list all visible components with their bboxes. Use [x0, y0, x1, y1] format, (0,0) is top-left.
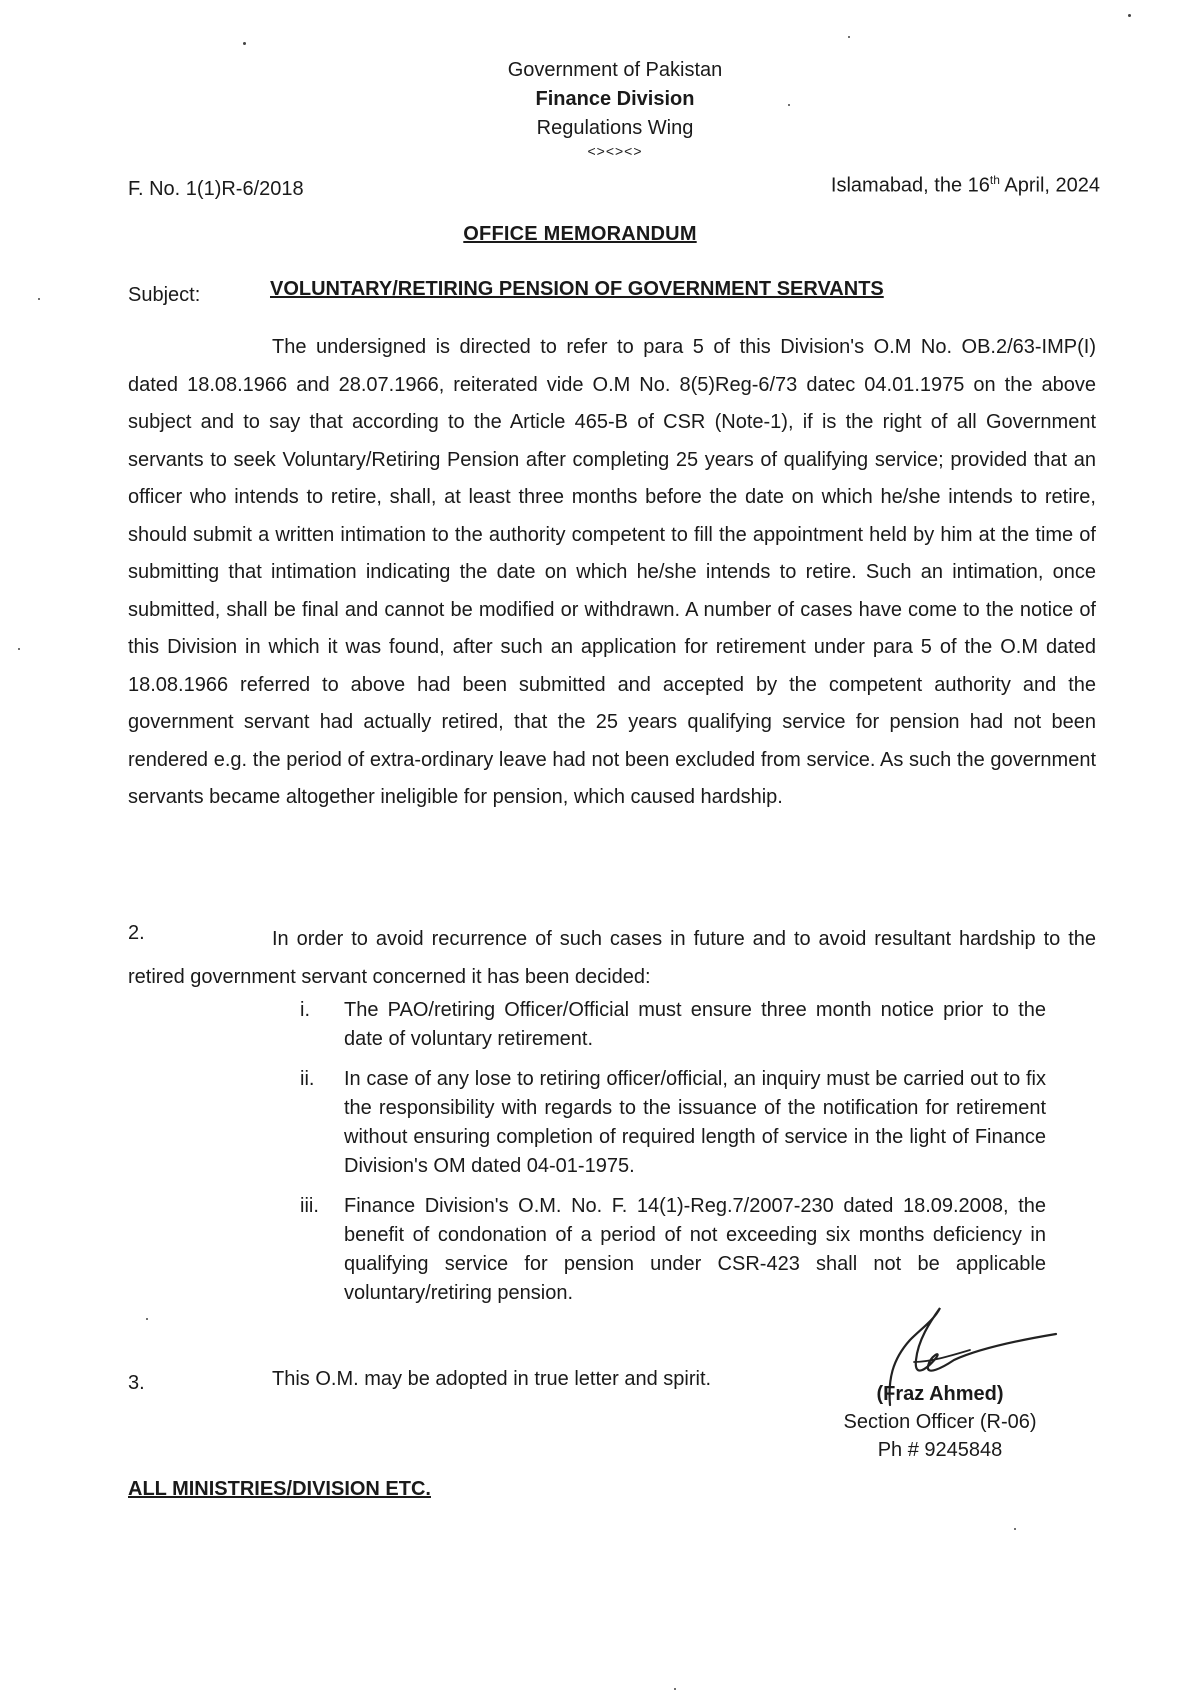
addressee: ALL MINISTRIES/DIVISION ETC. — [128, 1478, 431, 1500]
list-item — [300, 1192, 1046, 1308]
list-item — [300, 1065, 1046, 1181]
scan-speck — [146, 1318, 148, 1320]
scan-speck — [1014, 1528, 1016, 1530]
government-line: Government of Pakistan — [507, 59, 723, 81]
paragraph-3: This O.M. may be adopted in true letter and spirit. — [272, 1368, 712, 1390]
decision-list — [300, 996, 1046, 1319]
scan-speck — [788, 104, 790, 106]
paragraph-2-number: 2. — [128, 922, 145, 944]
paragraph-2: In order to avoid recurrence of such cases in future and to avoid resultant hardship to the retired government servant concerned it has been decided: — [128, 928, 1096, 988]
file-number: F. No. 1(1)R-6/2018 — [128, 178, 304, 200]
signatory-title: Section Officer (R-06) — [843, 1411, 1037, 1433]
scan-speck — [848, 36, 850, 38]
signatory-phone: Ph # 9245848 — [877, 1439, 1003, 1461]
list-item-number: ii. — [300, 1068, 315, 1090]
date-line — [831, 173, 1100, 198]
header-ornament: <><><> — [587, 143, 643, 159]
paragraph-1: The undersigned is directed to refer to para 5 of this Division's O.M No. OB.2/63-IMP(I) dated 18.08.1966 and 28.07.1966, reiterated vide O.M No. 8(5)Reg-6/73 datec 04.01.1975 on the above subject and to say that according to the Article 465-B of CSR (Note-1), if is the right of all Government servants to seek Voluntary/Retiring Pension after completing 25 years of qualifying service; provided that an officer who intends to retire, shall, at least three months before the date on which he/she intends to retire, should submit a written intimation to the authority competent to fill the appointment held by him at the time of submitting that intimation indicating the date on which he/she intends to retire. Such an intimation, once submitted, shall be final and cannot be modified or withdrawn. A number of cases have come to the notice of this Division in which it was found, after such an application for retirement under para 5 of the O.M dated 18.08.1966 referred to above had been submitted and accepted by the competent authority and the government servant had actually retired, that the 25 years qualifying service for pension had not been rendered e.g. the period of extra-ordinary leave had not been excluded from service. As such the government servants became altogether ineligible for pension, which caused hardship. — [128, 336, 1096, 808]
paragraph-3-number: 3. — [128, 1372, 145, 1394]
date-ordinal: th — [989, 173, 1000, 187]
list-item-text: Finance Division's O.M. No. F. 14(1)-Reg.7/2007-230 dated 18.09.2008, the benefit of condonation of a period of not exceeding six months deficiency in qualifying service for pension under CSR-423 shall not be applicable voluntary/retiring pension. — [344, 1195, 1046, 1304]
division-line: Finance Division — [535, 88, 695, 110]
list-item-number: i. — [300, 999, 310, 1021]
signature-block — [790, 1380, 1090, 1464]
letterhead — [400, 56, 830, 159]
memo-title: OFFICE MEMORANDUM — [463, 223, 697, 245]
list-item-number: iii. — [300, 1195, 319, 1217]
subject-text: VOLUNTARY/RETIRING PENSION OF GOVERNMENT SERVANTS — [270, 278, 884, 300]
subject-label: Subject: — [128, 284, 201, 306]
scan-speck — [674, 1688, 676, 1690]
signatory-name: (Fraz Ahmed) — [876, 1383, 1004, 1405]
list-item — [300, 996, 1046, 1054]
scan-speck — [1128, 14, 1131, 17]
wing-line: Regulations Wing — [536, 117, 694, 139]
date-suffix: April, 2024 — [999, 174, 1100, 197]
list-item-text: In case of any lose to retiring officer/official, an inquiry must be carried out to fix the responsibility with regards to the issuance of the notification for retirement without ensuring completion of required length of service in the light of Finance Division's OM dated 04-01-1975. — [344, 1068, 1046, 1177]
scan-speck — [18, 648, 20, 650]
scan-speck — [38, 298, 40, 300]
list-item-text: The PAO/retiring Officer/Official must ensure three month notice prior to the date of voluntary retirement. — [344, 999, 1046, 1050]
scan-speck — [243, 42, 246, 45]
date-prefix: Islamabad, the 16 — [830, 174, 990, 197]
